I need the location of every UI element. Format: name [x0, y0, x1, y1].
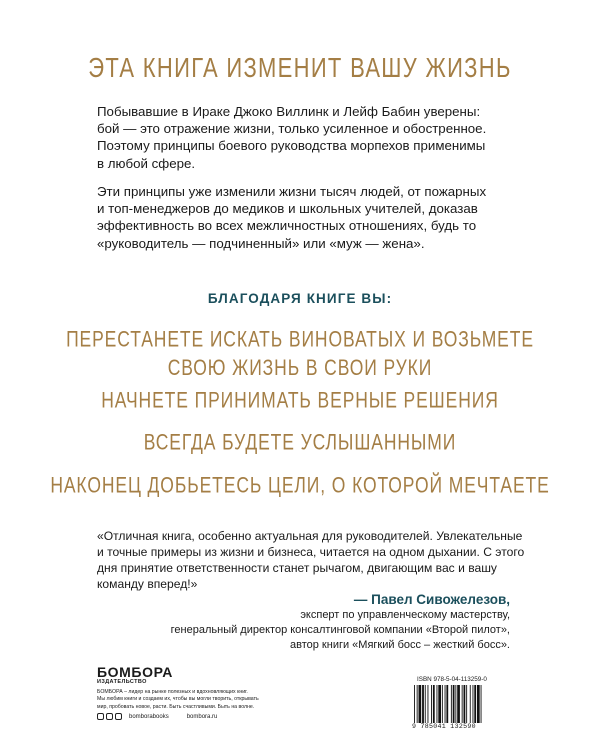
barcode-bar: [419, 685, 422, 723]
intro-paragraph-2: [97, 183, 517, 252]
subheading: БЛАГОДАРЯ КНИГЕ ВЫ:: [207, 291, 393, 306]
barcode-bar: [481, 685, 482, 723]
barcode-bar: [445, 685, 446, 723]
intro-line: Поэтому принципы боевого руководства морпехов применимы: [97, 138, 486, 154]
barcode-bar: [414, 685, 415, 723]
headline: ЭТА КНИГА ИЗМЕНИТ ВАШУ ЖИЗНЬ: [88, 52, 512, 84]
intro-line: «руководитель — подчиненный» или «муж — жена».: [97, 235, 425, 251]
barcode-bar: [457, 685, 460, 723]
quote-line: «Отличная книга, особенно актуальная для руководителей. Увлекательные: [97, 529, 523, 543]
barcode-bar: [474, 685, 476, 723]
barcode-number: 9 785041 132590: [412, 723, 476, 730]
social-icon: [97, 713, 104, 720]
quote-author: — Павел Сивожелезов,: [353, 592, 510, 607]
quote-line: дня принятие ответственности станет рычагом, двигающим вас и вашу: [97, 561, 497, 575]
benefit-2: [0, 386, 600, 415]
intro-paragraph-1: [97, 103, 517, 172]
barcode-bar: [455, 685, 456, 723]
barcode: [412, 685, 504, 723]
barcode-bar: [464, 685, 466, 723]
barcode-bar: [431, 685, 432, 723]
barcode-bar: [466, 685, 467, 723]
benefit-1: [0, 325, 600, 383]
barcode-bar: [442, 685, 443, 723]
publisher-logo-label: ИЗДАТЕЛЬСТВО: [97, 679, 147, 685]
benefit-line: НАЧНЕТЕ ПРИНИМАТЬ ВЕРНЫЕ РЕШЕНИЯ: [101, 387, 499, 413]
barcode-bar: [473, 685, 474, 723]
publisher-social: [97, 713, 217, 720]
publisher-website: bombora.ru: [186, 713, 218, 720]
benefit-3: [0, 428, 600, 457]
intro-line: Эти принципы уже изменили жизни тысяч людей, от пожарных: [97, 184, 487, 199]
barcode-bar: [470, 685, 471, 723]
benefit-line: СВОЮ ЖИЗНЬ В СВОИ РУКИ: [167, 355, 433, 380]
barcode-bar: [446, 685, 448, 723]
barcode-bar: [453, 685, 455, 723]
testimonial-quote: [97, 528, 525, 592]
intro-line: бой — это отражение жизни, только усиленное и обостренное.: [97, 121, 487, 137]
barcode-bar: [425, 685, 426, 723]
publisher-line: мир, пробовать новое, расти. Быть счастливыми. Быть на волне.: [97, 703, 255, 710]
benefit-line: ПЕРЕСТАНЕТЕ ИСКАТЬ ВИНОВАТЫХ И ВОЗЬМЕТЕ: [66, 326, 534, 352]
social-icon: [115, 713, 122, 720]
barcode-bar: [451, 685, 452, 723]
social-icon: [106, 713, 113, 720]
barcode-bar: [437, 685, 438, 723]
quote-line: и точные примеры из жизни и бизнеса, читается на одном дыхании. С этого: [97, 545, 525, 559]
quote-author-role: эксперт по управленческому мастерству,: [300, 609, 510, 621]
benefit-4: [0, 471, 600, 500]
barcode-bar: [477, 685, 480, 723]
intro-line: эффективность во всех межличностных отношениях, будь то: [97, 218, 477, 234]
intro-line: в любой сфере.: [97, 155, 196, 171]
intro-line: Побывавшие в Ираке Джоко Виллинк и Лейф Бабин уверены:: [97, 104, 481, 119]
barcode-bar: [462, 685, 463, 723]
social-handle: bomborabooks: [129, 713, 169, 720]
quote-line: команду вперед!»: [97, 577, 198, 591]
isbn-label: ISBN 978-5-04-113259-0: [417, 676, 487, 683]
barcode-bar: [433, 685, 435, 723]
publisher-logo: БОМБОРА: [97, 664, 173, 680]
benefit-line: ВСЕГДА БУДЕТЕ УСЛЫШАННЫМИ: [143, 429, 457, 455]
barcode-bar: [438, 685, 441, 723]
barcode-bar: [428, 685, 429, 723]
publisher-description: [97, 689, 337, 711]
publisher-line: Мы любим книги и создаем их, чтобы вы могли творить, открывать: [97, 696, 259, 703]
intro-line: и топ-менеджеров до медиков и школьных учителей, доказав: [97, 201, 478, 217]
quote-author-role: автор книги «Мягкий босс – жесткий босс».: [290, 639, 510, 651]
publisher-line: БОМБОРА – лидер на рынке полезных и вдохновляющих книг.: [97, 689, 248, 695]
quote-author-role: генеральный директор консалтинговой компании «Второй пилот»,: [170, 624, 510, 636]
barcode-bar: [422, 685, 424, 723]
benefit-line: НАКОНЕЦ ДОБЬЕТЕСЬ ЦЕЛИ, О КОТОРОЙ МЕЧТАЕТЕ: [50, 472, 550, 498]
barcode-bar: [417, 685, 418, 723]
